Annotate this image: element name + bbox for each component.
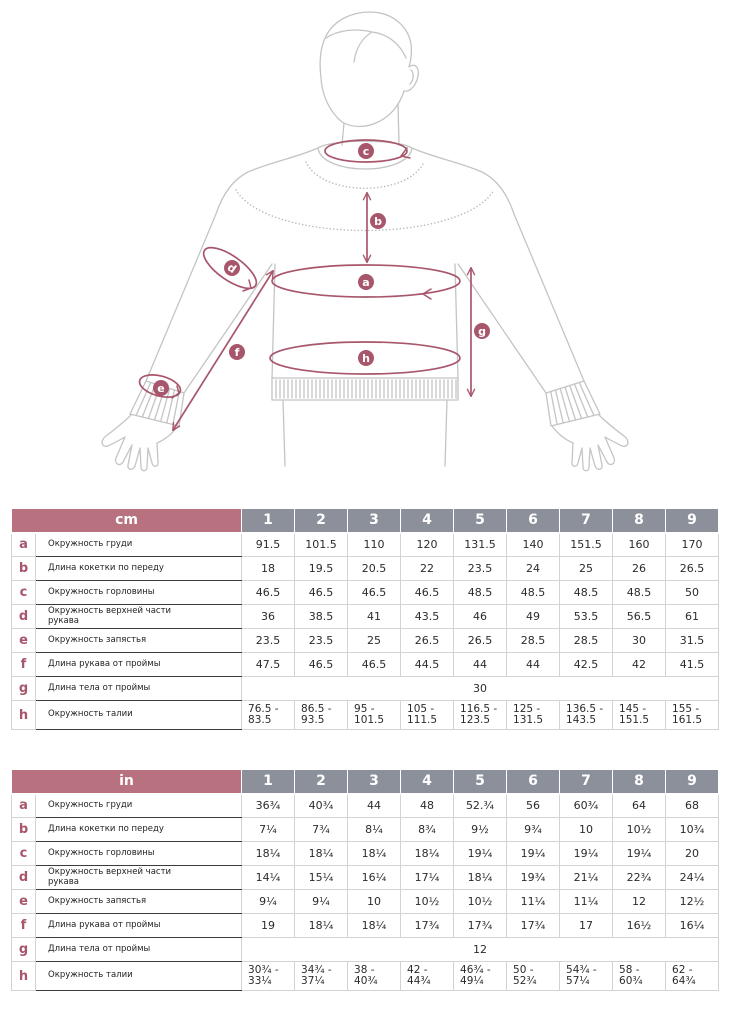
value-cell: 46¾ - 49¼ — [454, 962, 507, 991]
size-header-5: 5 — [454, 509, 507, 533]
value-cell: 60¾ — [560, 794, 613, 818]
value-cell: 19 — [242, 914, 295, 938]
size-table-cm — [11, 508, 719, 730]
row-label-cell — [36, 605, 242, 629]
row-label: Окружность верхней части рукава — [48, 605, 172, 626]
value-cell: 26 — [613, 557, 666, 581]
row-label: Длина кокетки по переду — [48, 562, 164, 573]
value-cell: 46.5 — [348, 581, 401, 605]
size-header-7: 7 — [560, 509, 613, 533]
value-cell: 44 — [454, 653, 507, 677]
row-label-cell — [36, 653, 242, 677]
left-sleeve-inner — [184, 264, 272, 393]
ear-detail — [410, 70, 413, 84]
value-cell: 48.5 — [560, 581, 613, 605]
value-cell: 46.5 — [295, 653, 348, 677]
merged-value-cell: 30 — [242, 677, 719, 701]
value-cell: 53.5 — [560, 605, 613, 629]
value-cell: 7¼ — [242, 818, 295, 842]
value-cell: 41 — [348, 605, 401, 629]
value-cell: 20.5 — [348, 557, 401, 581]
measurement-a-chest — [272, 265, 460, 299]
row-label-cell — [36, 938, 242, 962]
size-header-9: 9 — [666, 509, 719, 533]
value-cell: 18¼ — [401, 842, 454, 866]
unit-header: in — [12, 770, 242, 794]
marker-b-letter: b — [374, 215, 382, 228]
value-cell: 61 — [666, 605, 719, 629]
row-letter: f — [12, 914, 36, 938]
value-cell: 18 — [242, 557, 295, 581]
size-header-5: 5 — [454, 770, 507, 794]
value-cell: 155 - 161.5 — [666, 701, 719, 730]
row-letter: f — [12, 653, 36, 677]
row-letter: a — [12, 533, 36, 557]
value-cell: 9¾ — [507, 818, 560, 842]
value-cell: 140 — [507, 533, 560, 557]
row-letter: d — [12, 866, 36, 890]
value-cell: 23.5 — [454, 557, 507, 581]
value-cell: 56 — [507, 794, 560, 818]
marker-c-letter: c — [362, 145, 370, 158]
value-cell: 44.5 — [401, 653, 454, 677]
measurement-h-waist — [270, 342, 460, 374]
measurement-row-g — [12, 938, 719, 962]
row-label: Окружность запястья — [48, 634, 147, 645]
value-cell: 40¾ — [295, 794, 348, 818]
measurement-f-sleeve-length — [173, 271, 273, 430]
size-header-4: 4 — [401, 509, 454, 533]
marker-h-letter: h — [362, 352, 370, 365]
row-label-cell — [36, 794, 242, 818]
value-cell: 42 - 44¾ — [401, 962, 454, 991]
value-cell: 18¼ — [348, 842, 401, 866]
value-cell: 24¼ — [666, 866, 719, 890]
measurement-row-b — [12, 818, 719, 842]
row-letter: d — [12, 605, 36, 629]
collar-dotted-seam — [306, 162, 424, 188]
value-cell: 95 - 101.5 — [348, 701, 401, 730]
measurement-row-d — [12, 866, 719, 890]
row-label: Окружность груди — [48, 799, 133, 810]
measurement-row-f — [12, 914, 719, 938]
measurement-row-g — [12, 677, 719, 701]
value-cell: 11¼ — [507, 890, 560, 914]
measurement-row-f — [12, 653, 719, 677]
value-cell: 17¾ — [401, 914, 454, 938]
value-cell: 91.5 — [242, 533, 295, 557]
merged-value-cell: 12 — [242, 938, 719, 962]
value-cell: 42 — [613, 653, 666, 677]
row-letter: a — [12, 794, 36, 818]
value-cell: 7¾ — [295, 818, 348, 842]
size-header-3: 3 — [348, 770, 401, 794]
value-cell: 62 - 64¾ — [666, 962, 719, 991]
value-cell: 20 — [666, 842, 719, 866]
value-cell: 38.5 — [295, 605, 348, 629]
value-cell: 48.5 — [507, 581, 560, 605]
value-cell: 15¼ — [295, 866, 348, 890]
value-cell: 12½ — [666, 890, 719, 914]
measurement-row-a — [12, 533, 719, 557]
value-cell: 21¼ — [560, 866, 613, 890]
value-cell: 12 — [613, 890, 666, 914]
row-letter: h — [12, 962, 36, 991]
row-label: Окружность запястья — [48, 895, 147, 906]
waistband-ribbing — [276, 380, 456, 398]
measurement-d-upper-arm — [198, 240, 263, 295]
row-letter: g — [12, 677, 36, 701]
hair-lines — [326, 30, 406, 62]
row-label-cell — [36, 701, 242, 730]
value-cell: 46.5 — [242, 581, 295, 605]
right-sleeve-outer — [412, 148, 584, 381]
row-letter: c — [12, 581, 36, 605]
row-label-cell — [36, 677, 242, 701]
value-cell: 145 - 151.5 — [613, 701, 666, 730]
value-cell: 43.5 — [401, 605, 454, 629]
value-cell: 34¾ - 37¼ — [295, 962, 348, 991]
row-label-cell — [36, 962, 242, 991]
value-cell: 25 — [348, 629, 401, 653]
value-cell: 44 — [507, 653, 560, 677]
row-label: Окружность горловины — [48, 847, 155, 858]
sweater-measurement-diagram — [0, 0, 732, 480]
measurement-row-c — [12, 842, 719, 866]
right-cuff — [546, 381, 600, 426]
value-cell: 14¼ — [242, 866, 295, 890]
value-cell: 26.5 — [666, 557, 719, 581]
row-letter: b — [12, 557, 36, 581]
value-cell: 68 — [666, 794, 719, 818]
value-cell: 48.5 — [454, 581, 507, 605]
row-label: Длина тела от проймы — [48, 943, 151, 954]
size-header-4: 4 — [401, 770, 454, 794]
size-header-7: 7 — [560, 770, 613, 794]
value-cell: 101.5 — [295, 533, 348, 557]
value-cell: 36¾ — [242, 794, 295, 818]
measurement-row-h — [12, 701, 719, 730]
row-letter: c — [12, 842, 36, 866]
value-cell: 120 — [401, 533, 454, 557]
value-cell: 18¼ — [242, 842, 295, 866]
head-outline — [320, 12, 418, 127]
value-cell: 17 — [560, 914, 613, 938]
value-cell: 17¼ — [401, 866, 454, 890]
value-cell: 86.5 - 93.5 — [295, 701, 348, 730]
value-cell: 46.5 — [295, 581, 348, 605]
measurement-row-a — [12, 794, 719, 818]
value-cell: 105 - 111.5 — [401, 701, 454, 730]
value-cell: 9½ — [454, 818, 507, 842]
row-label: Длина рукава от проймы — [48, 919, 161, 930]
value-cell: 30 — [613, 629, 666, 653]
value-cell: 10 — [348, 890, 401, 914]
value-cell: 131.5 — [454, 533, 507, 557]
value-cell: 47.5 — [242, 653, 295, 677]
value-cell: 10¾ — [666, 818, 719, 842]
size-header-2: 2 — [295, 770, 348, 794]
value-cell: 50 — [666, 581, 719, 605]
value-cell: 19¼ — [507, 842, 560, 866]
value-cell: 25 — [560, 557, 613, 581]
value-cell: 26.5 — [401, 629, 454, 653]
upper-arm-arrow — [243, 280, 251, 291]
size-header-6: 6 — [507, 509, 560, 533]
value-cell: 48.5 — [613, 581, 666, 605]
value-cell: 136.5 - 143.5 — [560, 701, 613, 730]
marker-a-letter: a — [362, 276, 370, 289]
size-table-in — [11, 769, 719, 991]
row-label-cell — [36, 533, 242, 557]
size-header-8: 8 — [613, 509, 666, 533]
size-header-2: 2 — [295, 509, 348, 533]
yoke-dotted-seam — [236, 190, 494, 231]
value-cell: 26.5 — [454, 629, 507, 653]
value-cell: 151.5 — [560, 533, 613, 557]
row-label-cell — [36, 866, 242, 890]
size-header-9: 9 — [666, 770, 719, 794]
value-cell: 23.5 — [295, 629, 348, 653]
value-cell: 10½ — [401, 890, 454, 914]
row-label-cell — [36, 581, 242, 605]
value-cell: 46.5 — [348, 653, 401, 677]
value-cell: 8¾ — [401, 818, 454, 842]
value-cell: 28.5 — [560, 629, 613, 653]
value-cell: 17¾ — [454, 914, 507, 938]
left-side — [102, 148, 318, 471]
value-cell: 54¾ - 57¼ — [560, 962, 613, 991]
value-cell: 160 — [613, 533, 666, 557]
measurement-row-c — [12, 581, 719, 605]
value-cell: 22 — [401, 557, 454, 581]
measurement-row-b — [12, 557, 719, 581]
size-header-1: 1 — [242, 509, 295, 533]
value-cell: 18¼ — [454, 866, 507, 890]
header-row — [12, 770, 719, 794]
row-label-cell — [36, 818, 242, 842]
value-cell: 23.5 — [242, 629, 295, 653]
value-cell: 18¼ — [348, 914, 401, 938]
row-label: Окружность груди — [48, 538, 133, 549]
value-cell: 11¼ — [560, 890, 613, 914]
value-cell: 170 — [666, 533, 719, 557]
value-cell: 48 — [401, 794, 454, 818]
value-cell: 18¼ — [295, 842, 348, 866]
value-cell: 22¾ — [613, 866, 666, 890]
value-cell: 19¼ — [560, 842, 613, 866]
unit-header: cm — [12, 509, 242, 533]
right-side — [412, 148, 628, 471]
marker-e-letter: e — [157, 382, 165, 395]
value-cell: 41.5 — [666, 653, 719, 677]
value-cell: 110 — [348, 533, 401, 557]
row-letter: h — [12, 701, 36, 730]
row-label-cell — [36, 890, 242, 914]
value-cell: 24 — [507, 557, 560, 581]
value-cell: 52.¾ — [454, 794, 507, 818]
value-cell: 19¾ — [507, 866, 560, 890]
measurement-row-h — [12, 962, 719, 991]
row-label: Окружность верхней части рукава — [48, 866, 172, 887]
value-cell: 38 - 40¾ — [348, 962, 401, 991]
value-cell: 18¼ — [295, 914, 348, 938]
value-cell: 58 - 60¾ — [613, 962, 666, 991]
value-cell: 8¼ — [348, 818, 401, 842]
value-cell: 42.5 — [560, 653, 613, 677]
value-cell: 19¼ — [454, 842, 507, 866]
row-label: Окружность талии — [48, 709, 133, 720]
value-cell: 56.5 — [613, 605, 666, 629]
left-leg — [283, 400, 285, 466]
row-label: Длина рукава от проймы — [48, 658, 161, 669]
value-cell: 16¼ — [666, 914, 719, 938]
value-cell: 19¼ — [613, 842, 666, 866]
row-letter: e — [12, 629, 36, 653]
sleeve-length-line — [173, 271, 273, 430]
measurement-row-d — [12, 605, 719, 629]
right-leg — [445, 400, 447, 466]
value-cell: 10½ — [454, 890, 507, 914]
marker-g-letter: g — [478, 325, 486, 338]
row-label-cell — [36, 557, 242, 581]
value-cell: 28.5 — [507, 629, 560, 653]
value-cell: 125 - 131.5 — [507, 701, 560, 730]
value-cell: 49 — [507, 605, 560, 629]
measurement-row-e — [12, 890, 719, 914]
marker-d-letter: d — [224, 260, 239, 276]
row-letter: g — [12, 938, 36, 962]
row-label-cell — [36, 842, 242, 866]
row-label-cell — [36, 914, 242, 938]
measurement-row-e — [12, 629, 719, 653]
row-label: Окружность горловины — [48, 586, 155, 597]
value-cell: 46.5 — [401, 581, 454, 605]
size-header-1: 1 — [242, 770, 295, 794]
value-cell: 31.5 — [666, 629, 719, 653]
marker-f-letter: f — [234, 346, 240, 359]
value-cell: 30¾ - 33¼ — [242, 962, 295, 991]
value-cell: 116.5 - 123.5 — [454, 701, 507, 730]
value-cell: 64 — [613, 794, 666, 818]
value-cell: 17¾ — [507, 914, 560, 938]
value-cell: 9¼ — [295, 890, 348, 914]
value-cell: 50 - 52¾ — [507, 962, 560, 991]
value-cell: 46 — [454, 605, 507, 629]
value-cell: 76.5 - 83.5 — [242, 701, 295, 730]
value-cell: 10 — [560, 818, 613, 842]
value-cell: 19.5 — [295, 557, 348, 581]
header-row — [12, 509, 719, 533]
measurement-b-yoke-depth — [367, 193, 386, 262]
row-label: Длина тела от проймы — [48, 682, 151, 693]
value-cell: 16¼ — [348, 866, 401, 890]
figure-head — [320, 12, 418, 145]
row-label: Длина кокетки по переду — [48, 823, 164, 834]
value-cell: 16½ — [613, 914, 666, 938]
value-cell: 10½ — [613, 818, 666, 842]
size-header-3: 3 — [348, 509, 401, 533]
size-header-6: 6 — [507, 770, 560, 794]
row-label: Окружность талии — [48, 970, 133, 981]
row-label-cell — [36, 629, 242, 653]
value-cell: 36 — [242, 605, 295, 629]
measurement-c-neck — [325, 140, 410, 162]
value-cell: 9¼ — [242, 890, 295, 914]
value-cell: 44 — [348, 794, 401, 818]
size-header-8: 8 — [613, 770, 666, 794]
row-letter: e — [12, 890, 36, 914]
row-letter: b — [12, 818, 36, 842]
